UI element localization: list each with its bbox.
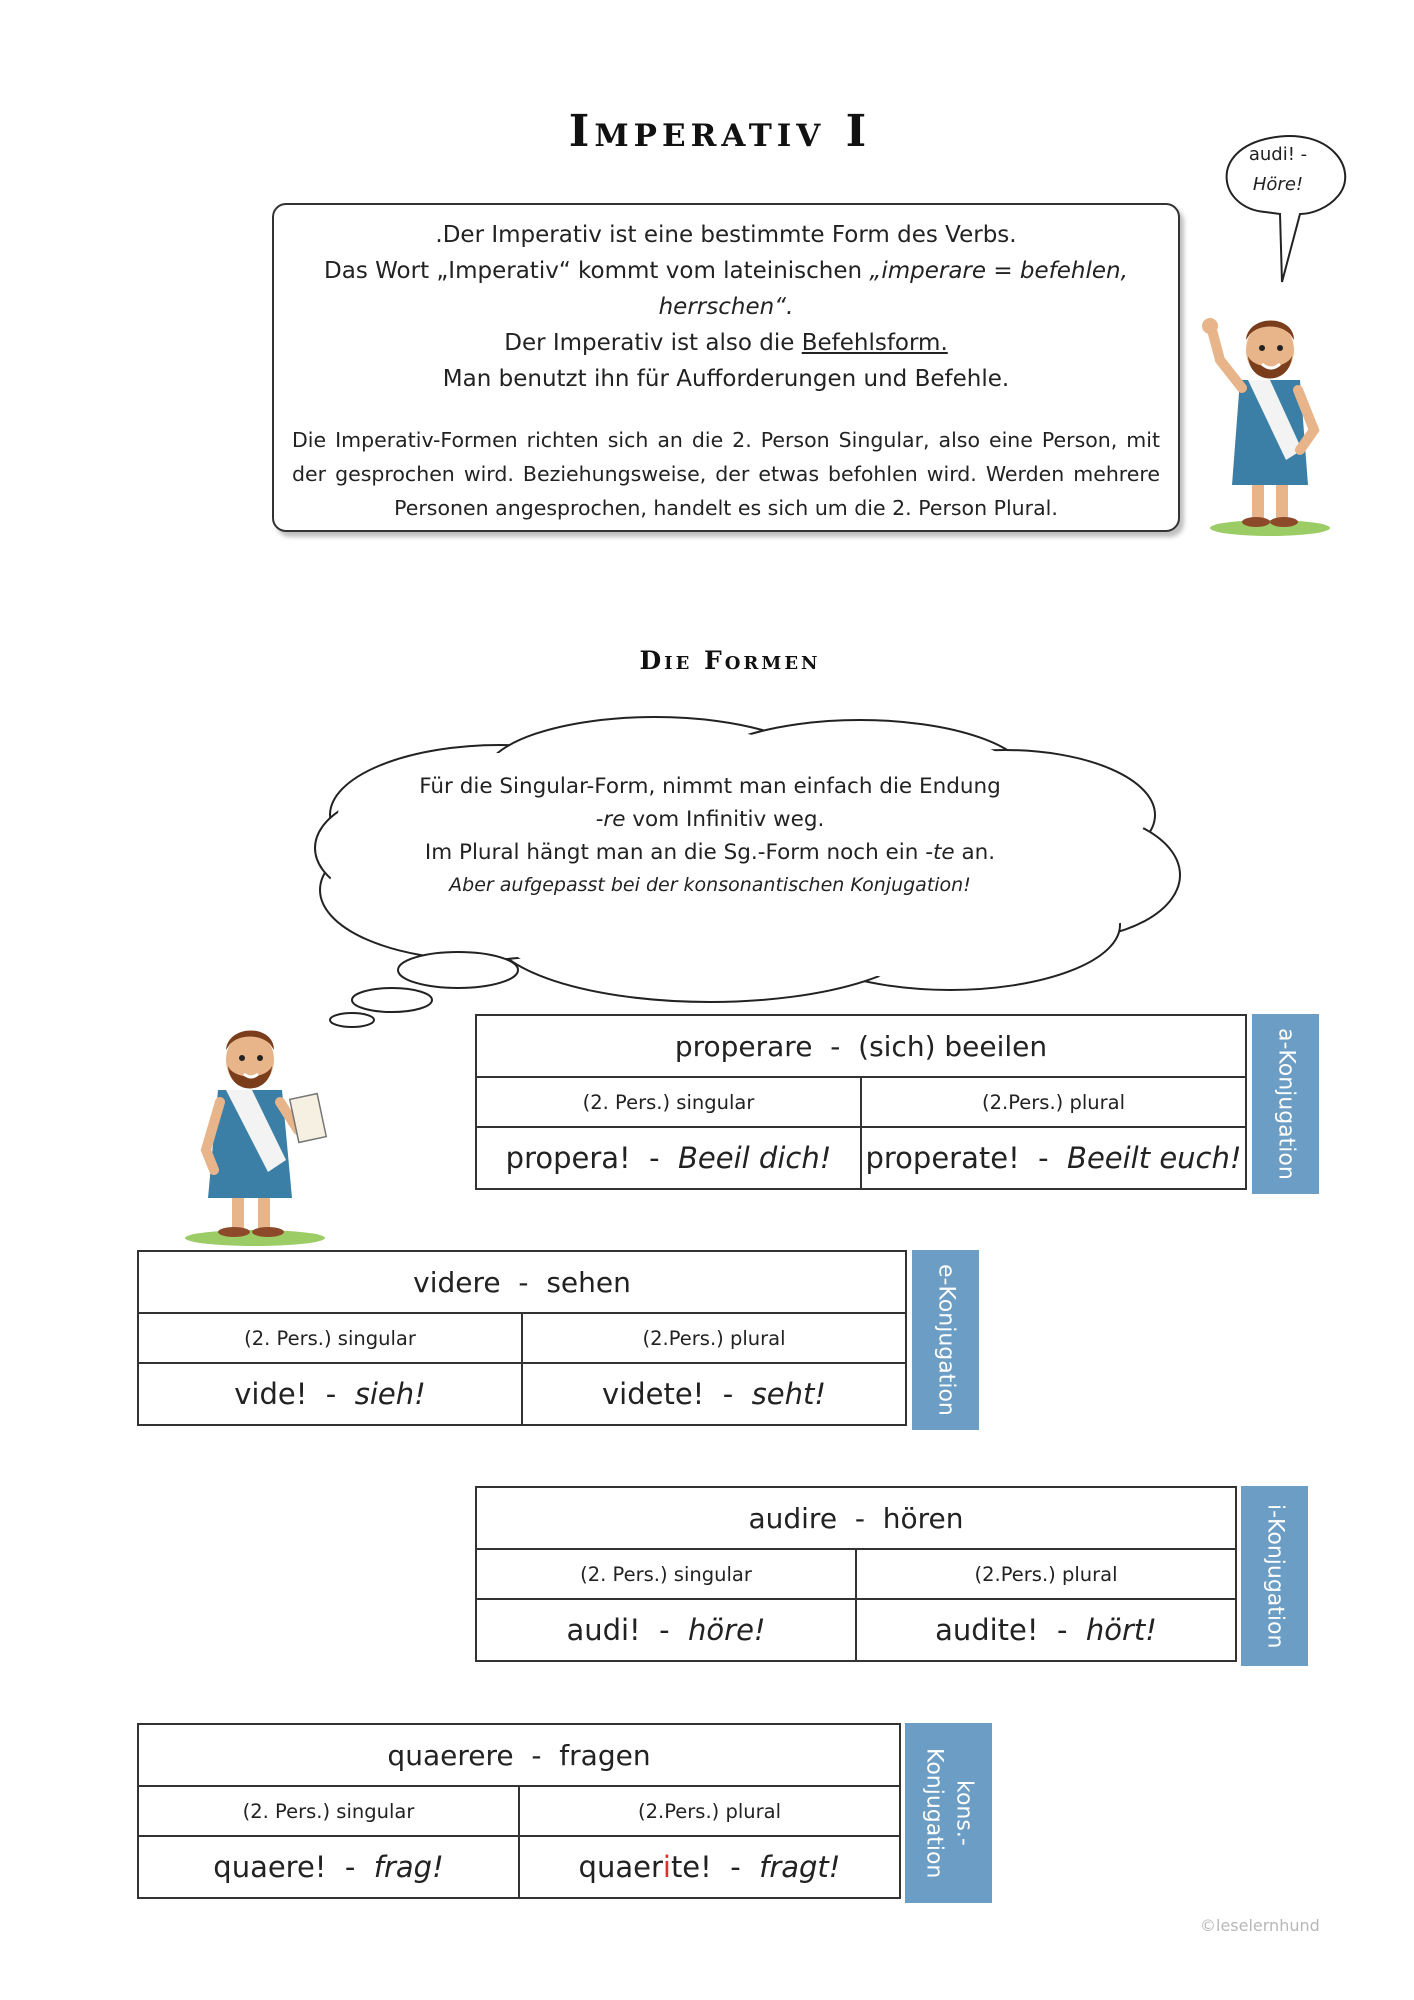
conjugation-table-i: [475, 1486, 1237, 1662]
thought-cloud-text: [410, 770, 1010, 902]
tag-i-konjugation: [1241, 1486, 1308, 1666]
tag-label-line-2: Konjugation: [921, 1747, 947, 1879]
verb-latin: videre: [413, 1265, 501, 1299]
singular-form: propera! - Beeil dich!: [476, 1127, 861, 1189]
plural-german: Beeilt euch!: [1067, 1141, 1242, 1175]
plural-form: audite! - hört!: [856, 1599, 1236, 1661]
plural-latin-ending: te!: [670, 1850, 712, 1884]
roman-figure-scroll: [170, 1010, 350, 1250]
section-title: Die Formen: [639, 646, 821, 675]
cloud-line-3-end: an.: [954, 840, 996, 865]
tag-label: e-Konjugation: [933, 1264, 959, 1416]
cloud-line-2: [410, 803, 1010, 836]
plural-latin-stem: quaer: [578, 1850, 663, 1884]
plural-german: hört!: [1085, 1613, 1157, 1647]
roman-figure-waving: [1190, 300, 1350, 540]
tag-label-line-1: kons.-: [951, 1780, 977, 1846]
plural-latin-highlight: i: [662, 1850, 671, 1884]
verb-meaning: fragen: [559, 1738, 651, 1772]
verb-header: audire - hören: [476, 1487, 1236, 1549]
singular-latin: propera!: [505, 1141, 631, 1175]
tag-e-konjugation: [912, 1250, 979, 1430]
verb-latin: quaerere: [387, 1738, 514, 1772]
plural-header: (2.Pers.) plural: [856, 1549, 1236, 1599]
singular-form: quaere! - frag!: [138, 1836, 519, 1898]
plural-header: (2.Pers.) plural: [861, 1077, 1246, 1127]
intro-text: [274, 217, 1178, 397]
intro-line-2-quote: „imperare = befehlen, herrschen“.: [658, 258, 1128, 320]
singular-latin: audi!: [566, 1613, 641, 1647]
cloud-line-2-text: vom Infinitiv weg.: [625, 807, 825, 832]
singular-form: audi! - höre!: [476, 1599, 856, 1661]
cloud-line-1: Für die Singular-Form, nimmt man einfach die Endung: [419, 774, 1001, 799]
plural-latin: audite!: [935, 1613, 1039, 1647]
intro-line-3-text: Der Imperativ ist also die: [504, 330, 802, 356]
singular-latin: vide!: [234, 1377, 308, 1411]
verb-meaning: sehen: [546, 1265, 631, 1299]
plural-german: seht!: [751, 1377, 826, 1411]
intro-line-2-text: Das Wort „Imperativ“ kommt vom lateinischen: [324, 258, 870, 284]
verb-latin: audire: [748, 1501, 838, 1535]
plural-form: videte! - seht!: [522, 1363, 906, 1425]
verb-header: quaerere - fragen: [138, 1724, 900, 1786]
plural-latin: videte!: [602, 1377, 705, 1411]
plural-latin: [579, 1850, 712, 1884]
singular-german: sieh!: [354, 1377, 426, 1411]
intro-line-2: [274, 253, 1178, 325]
plural-header: (2.Pers.) plural: [522, 1313, 906, 1363]
cloud-line-4: Aber aufgepasst bei der konsonantischen Konjugation!: [449, 874, 971, 896]
tag-label: [919, 1748, 979, 1878]
tag-label: a-Konjugation: [1273, 1028, 1299, 1180]
page-title: Imperativ I: [568, 106, 872, 157]
verb-meaning: hören: [882, 1501, 964, 1535]
cloud-line-2-ending: -re: [595, 807, 626, 832]
intro-line-3-term: Befehlsform.: [801, 330, 948, 356]
conjugation-table-a: [475, 1014, 1247, 1190]
singular-header: (2. Pers.) singular: [138, 1313, 522, 1363]
speech-bubble-text: [1228, 140, 1328, 200]
cloud-line-3-text: Im Plural hängt man an die Sg.-Form noch ein: [424, 840, 926, 865]
cloud-line-3: [410, 836, 1010, 869]
singular-form: vide! - sieh!: [138, 1363, 522, 1425]
verb-header: videre - sehen: [138, 1251, 906, 1313]
plural-latin: properate!: [865, 1141, 1020, 1175]
singular-header: (2. Pers.) singular: [476, 1549, 856, 1599]
intro-line-4: Man benutzt ihn für Aufforderungen und Befehle.: [442, 366, 1010, 392]
plural-german: fragt!: [759, 1850, 841, 1884]
singular-latin: quaere!: [213, 1850, 327, 1884]
singular-header: (2. Pers.) singular: [476, 1077, 861, 1127]
plural-header: (2.Pers.) plural: [519, 1786, 900, 1836]
cloud-line-3-ending: -te: [925, 840, 955, 865]
credit-watermark: ©leselernhund: [1200, 1916, 1320, 1935]
verb-meaning: (sich) beeilen: [858, 1029, 1048, 1063]
tag-label: i-Konjugation: [1262, 1503, 1288, 1649]
speech-bubble-line-2: Höre!: [1252, 174, 1304, 195]
tag-a-konjugation: [1252, 1014, 1319, 1194]
intro-detail: Die Imperativ-Formen richten sich an die 2. Person Singular, also eine Person, mit der gesprochen wird. Beziehungsweise, der etwas befohlen wird. Werden mehrere Personen angesprochen, handelt es sich um die 2. Person Plural.: [292, 428, 1160, 520]
speech-bubble-line-1: audi! -: [1248, 144, 1308, 165]
plural-form: quaerite! - fragt!: [519, 1836, 900, 1898]
verb-latin: properare: [674, 1029, 813, 1063]
conjugation-table-kons: [137, 1723, 901, 1899]
verb-header: properare - (sich) beeilen: [476, 1015, 1246, 1077]
intro-line-1: .Der Imperativ ist eine bestimmte Form des Verbs.: [435, 222, 1017, 248]
singular-german: frag!: [373, 1850, 444, 1884]
tag-kons-konjugation: [905, 1723, 992, 1903]
singular-header: (2. Pers.) singular: [138, 1786, 519, 1836]
plural-form: properate! - Beeilt euch!: [861, 1127, 1246, 1189]
singular-german: höre!: [688, 1613, 766, 1647]
intro-box: [272, 203, 1180, 532]
singular-german: Beeil dich!: [678, 1141, 832, 1175]
intro-line-3: [274, 325, 1178, 361]
conjugation-table-e: [137, 1250, 907, 1426]
